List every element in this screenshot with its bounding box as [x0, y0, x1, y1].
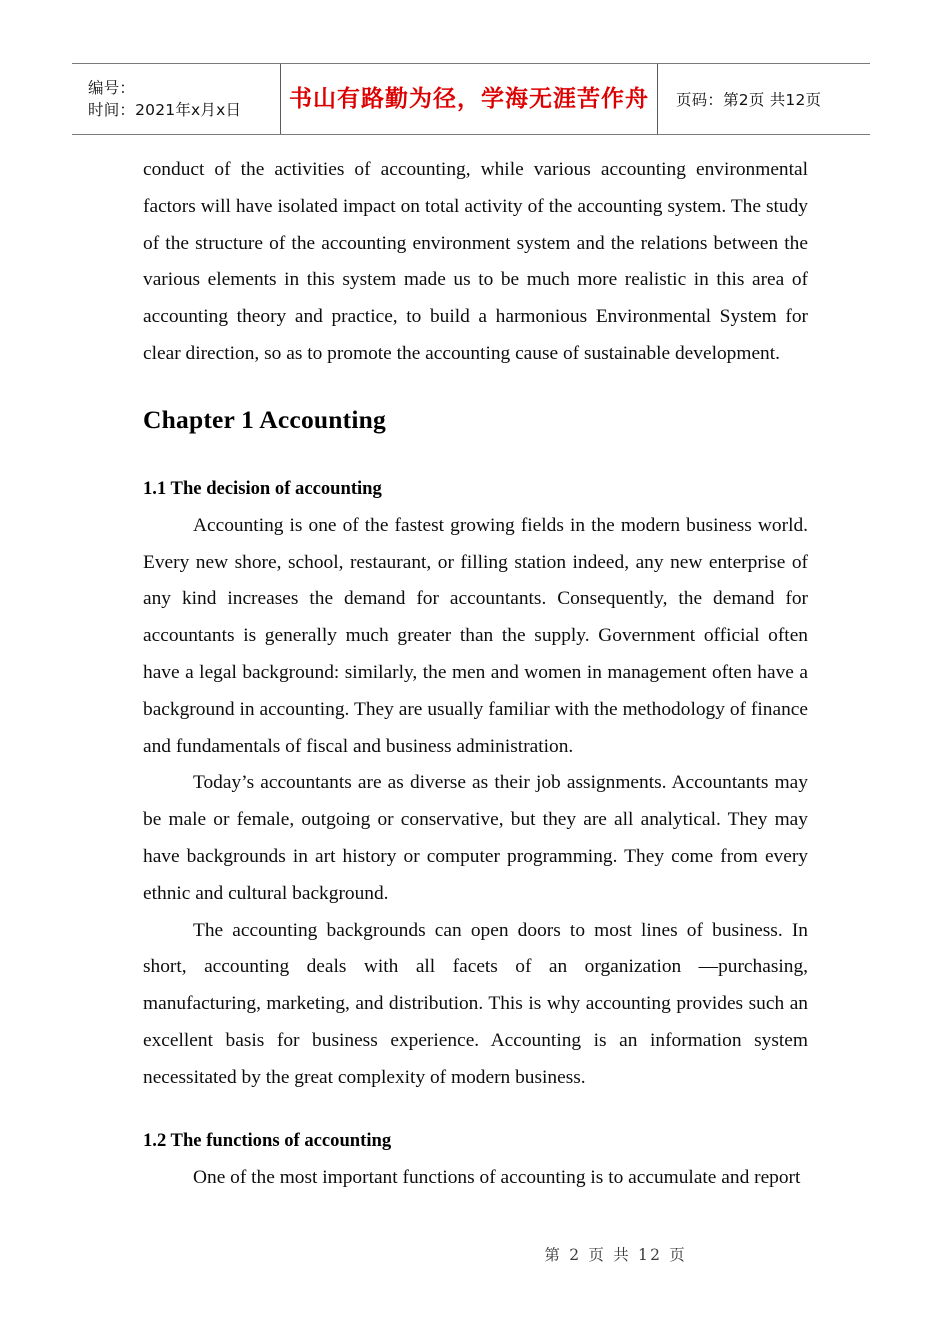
header-cell-document-id: [72, 64, 281, 134]
header-date-label: 时间：2021年x月x日: [88, 101, 242, 119]
paragraph-continued: conduct of the activities of accounting, while various accounting environmental factors will have isolated impact on total activity of the accounting system. The study of the structure of the accounting environment system and the relations between the various elements in this system made us to be much more realistic in this area of accounting theory and practice, to build a harmonious Environmental System for clear direction, so as to promote the accounting cause of sustainable development.: [143, 159, 808, 364]
paragraph-4: One of the most important functions of accounting is to accumulate and report: [193, 1166, 801, 1188]
section-heading-1-1: 1.1 The decision of accounting: [143, 477, 382, 499]
header-motto-text: 书山有路勤为径，学海无涯苦作舟: [289, 85, 649, 113]
header-cell-motto: [281, 64, 658, 134]
paragraph-2: Today’s accountants are as diverse as their job assignments. Accountants may be male or female, outgoing or conservative, but they are all analytical. They may have backgrounds in art history or computer programming. They come from every ethnic and cultural background.: [143, 772, 808, 904]
paragraph-1: Accounting is one of the fastest growing fields in the modern business world. Every new shore, school, restaurant, or filling station indeed, any new enterprise of any kind increases the demand for accountants. Consequently, the demand for accountants is generally much greater than the supply. Government official often have a legal background: similarly, the men and women in management often have a background in accounting. They are usually familiar with the methodology of finance and fundamentals of fiscal and business administration.: [143, 514, 808, 757]
header-cell-page-indicator: [658, 64, 870, 134]
document-body: [143, 152, 808, 1196]
paragraph-3: The accounting backgrounds can open doors to most lines of business. In short, accounting deals with all facets of an organization —purchasing, manufacturing, marketing, and distribution. This is why accounting provides such an excellent basis for business experience. Accounting is an information system necessitated by the great complexity of modern business.: [143, 919, 808, 1088]
header-id-label: 编号：: [88, 78, 136, 97]
page-header-table: [72, 63, 870, 135]
section-heading-1-2: 1.2 The functions of accounting: [143, 1129, 392, 1151]
header-page-indicator: 页码：第2页 共12页: [676, 91, 822, 109]
footer-page-indicator: 第 2 页 共 12 页: [544, 1246, 687, 1264]
chapter-heading: Chapter 1 Accounting: [143, 404, 386, 434]
page-footer: [0, 1243, 950, 1265]
